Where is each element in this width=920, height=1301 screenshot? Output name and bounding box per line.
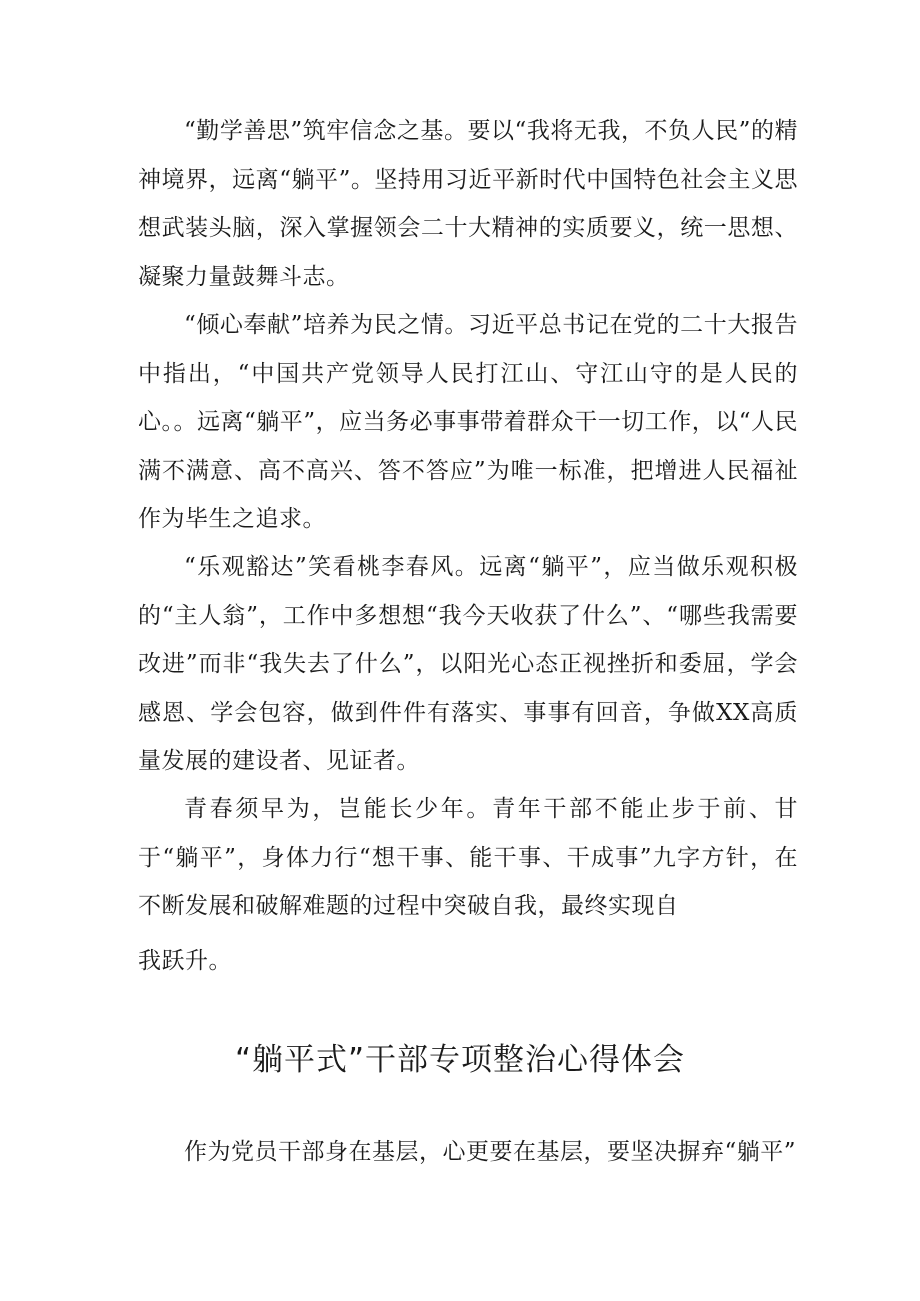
paragraph-youth-text: 青春须早为，岂能长少年。青年干部不能止步于前、甘于“躺平”，身体力行“想干事、能干事、干成事”九字方针，在不断发展和破解难题的过程中突破自我，最终实现自 [138, 796, 798, 919]
article-heading: “躺平式”干部专项整治心得体会 [234, 1042, 686, 1078]
paragraph-dedication: “倾心奉献”培养为民之情。习近平总书记在党的二十大报告中指出，“中国共产党领导人民打江山、守江山守的是人民的心。。远离“躺平”，应当务必事事带着群众干一切工作，以“人民满不满意、高不高兴、答不答应”为唯一标准，把增进人民福祉作为毕生之追求。 [138, 312, 798, 532]
paragraph-youth-tail: 我跃升。 [138, 947, 232, 974]
paragraph-study: “勤学善思”筑牢信念之基。要以“我将无我，不负人民”的精神境界，远离“躺平”。坚持用习近平新时代中国特色社会主义思想武装头脑，深入掌握领会二十大精神的实质要义，统一思想、凝聚力量鼓舞斗志。 [138, 118, 798, 290]
paragraph-youth [138, 785, 798, 985]
paragraph-intro: 作为党员干部身在基层，心更要在基层，要坚决摒弃“躺平” [184, 1139, 797, 1165]
paragraph-optimism: “乐观豁达”笑看桃李春风。远离“躺平”，应当做乐观积极的“主人翁”，工作中多想想“我今天收获了什么”、“哪些我需要改进”而非“我失去了什么”，以阳光心态正视挫折和委屈，学会感恩、学会包容，做到件件有落实、事事有回音，争做XX高质量发展的建设者、见证者。 [138, 554, 798, 774]
